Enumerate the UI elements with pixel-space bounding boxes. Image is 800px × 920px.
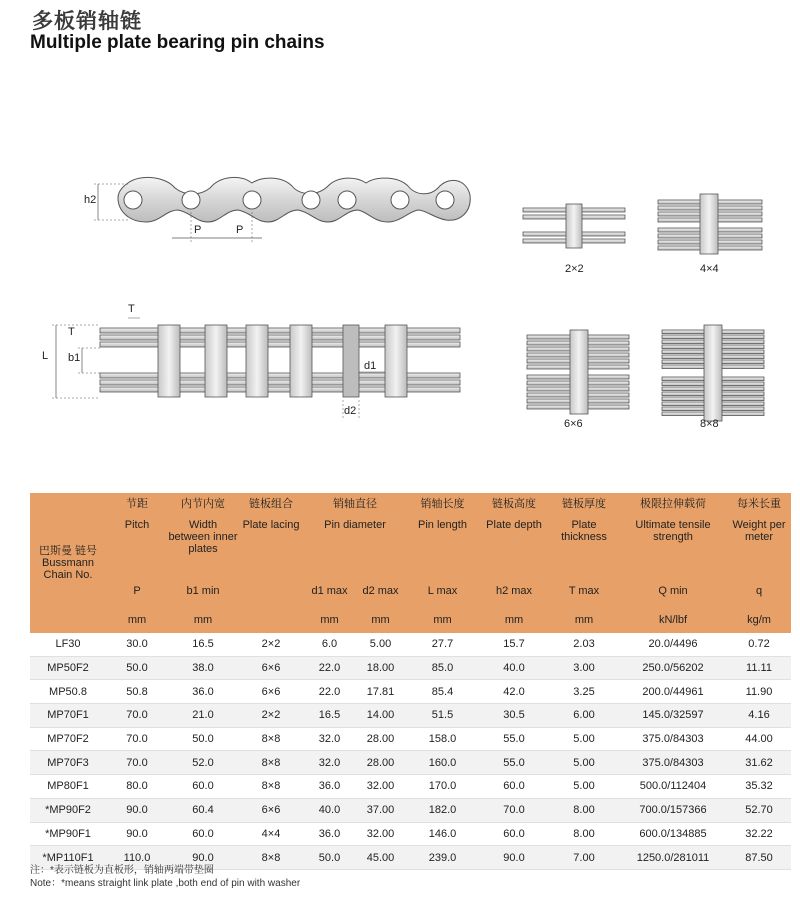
label-T-2: T [68,326,75,338]
table-cell: 90.0 [106,822,168,846]
chain-number-cell: *MP110F1 [30,846,106,870]
table-cell: 50.8 [106,680,168,704]
table-cell: 21.0 [168,704,238,728]
label-T-1: T [128,303,135,315]
header-cn-cell: 节距 [106,493,168,515]
table-cell: 60.0 [168,822,238,846]
table-cell: 8×8 [238,846,304,870]
table-header-units [30,607,791,633]
table-cell: 8×8 [238,775,304,799]
chain-number-cell: MP70F1 [30,704,106,728]
table-cell: 5.00 [355,633,406,656]
page-title-en: Multiple plate bearing pin chains [30,32,325,53]
header-unit-cell: kN/lbf [619,607,727,633]
table-cell: 87.50 [727,846,791,870]
header-unit-cell: mm [304,607,355,633]
label-lacing-4x4: 4×4 [700,263,719,275]
label-d1: d1 [364,360,377,372]
header-cn-cell: 内节内宽 [168,493,238,515]
header-symbol-cell [238,575,304,607]
label-pitch-2: P [236,224,244,236]
header-en-cell: Pitch [106,515,168,575]
label-d2: d2 [344,405,357,417]
table-row [30,680,791,704]
label-b1: b1 [68,352,81,364]
header-unit-cell: kg/m [727,607,791,633]
table-row [30,704,791,728]
table-cell: 90.0 [479,846,549,870]
header-symbol-cell: T max [549,575,619,607]
table-cell: 44.00 [727,727,791,751]
table-cell: 36.0 [304,822,355,846]
spec-table [30,493,791,870]
table-row [30,775,791,799]
table-cell: 182.0 [406,798,479,822]
header-cn-cell: 链板高度 [479,493,549,515]
table-cell: 20.0/4496 [619,633,727,656]
table-cell: 80.0 [106,775,168,799]
header-unit-cell: mm [406,607,479,633]
table-cell: 700.0/157366 [619,798,727,822]
table-cell: 8×8 [238,751,304,775]
header-en-cell: Plate depth [479,515,549,575]
table-cell: 5.00 [549,775,619,799]
table-cell: 500.0/112404 [619,775,727,799]
table-header-symbols [30,575,791,607]
label-L: L [42,350,49,362]
table-cell: 22.0 [304,680,355,704]
table-cell: 32.00 [355,775,406,799]
table-cell: 32.22 [727,822,791,846]
header-cn-cell: 销轴直径 [304,493,406,515]
table-cell: 70.0 [479,798,549,822]
table-cell: 8.00 [549,798,619,822]
table-cell: 8×8 [238,727,304,751]
table-cell: 32.0 [304,751,355,775]
table-cell: 60.4 [168,798,238,822]
table-cell: 70.0 [106,727,168,751]
label-pitch-1: P [194,224,202,236]
table-cell: 28.00 [355,751,406,775]
header-en-cell: Pin diameter [304,515,406,575]
lacing-6x6-drawing [527,330,629,414]
chain-number-cell: MP50.8 [30,680,106,704]
table-cell: 16.5 [304,704,355,728]
header-unit-cell: mm [549,607,619,633]
table-cell: 6.00 [549,704,619,728]
header-cn-cell: 链板组合 [238,493,304,515]
header-symbol-cell: d2 max [355,575,406,607]
table-cell: 85.4 [406,680,479,704]
table-cell: 375.0/84303 [619,751,727,775]
table-cell: 1250.0/281011 [619,846,727,870]
table-cell: 158.0 [406,727,479,751]
table-cell: 90.0 [106,798,168,822]
header-unit-cell: mm [106,607,168,633]
table-cell: 5.00 [549,751,619,775]
table-cell: 52.70 [727,798,791,822]
table-cell: 36.0 [304,775,355,799]
chain-number-cell: MP70F2 [30,727,106,751]
table-cell: 18.00 [355,656,406,680]
lacing-4x4-drawing [658,194,762,254]
table-cell: 3.25 [549,680,619,704]
table-cell: 2×2 [238,633,304,656]
table-cell: 8.00 [549,822,619,846]
table-cell: 38.0 [168,656,238,680]
table-cell: 16.5 [168,633,238,656]
table-cell: 600.0/134885 [619,822,727,846]
table-cell: 6.0 [304,633,355,656]
table-header-cn [30,493,791,515]
table-cell: 3.00 [549,656,619,680]
table-cell: 40.0 [479,656,549,680]
table-cell: 35.32 [727,775,791,799]
table-cell: 15.7 [479,633,549,656]
table-cell: 50.0 [106,656,168,680]
label-h2: h2 [84,194,97,206]
table-cell: 40.0 [304,798,355,822]
table-cell: 160.0 [406,751,479,775]
header-unit-cell: mm [479,607,549,633]
table-cell: 30.0 [106,633,168,656]
header-cn-cell: 极限拉伸载荷 [619,493,727,515]
table-cell: 30.5 [479,704,549,728]
table-cell: 6×6 [238,680,304,704]
header-en-cell: Plate lacing [238,515,304,575]
header-symbol-cell: d1 max [304,575,355,607]
header-symbol-cell: Q min [619,575,727,607]
table-cell: 14.00 [355,704,406,728]
table-cell: 6×6 [238,656,304,680]
chain-side-view [94,177,470,242]
table-cell: 2.03 [549,633,619,656]
table-cell: 28.00 [355,727,406,751]
table-cell: 60.0 [479,822,549,846]
table-cell: 52.0 [168,751,238,775]
table-cell: 22.0 [304,656,355,680]
header-symbol-cell: L max [406,575,479,607]
table-cell: 0.72 [727,633,791,656]
table-cell: 90.0 [168,846,238,870]
table-cell: 4.16 [727,704,791,728]
note-cn: 注：*表示链板为直板形，销轴两端带垫圈 [30,865,214,876]
chain-number-cell: MP70F3 [30,751,106,775]
table-cell: 17.81 [355,680,406,704]
label-lacing-8x8: 8×8 [700,418,719,430]
table-cell: 50.0 [168,727,238,751]
header-en-cell: Pin length [406,515,479,575]
header-en-cell: Plate thickness [549,515,619,575]
table-row [30,822,791,846]
table-cell: 45.00 [355,846,406,870]
table-row [30,798,791,822]
table-cell: 11.11 [727,656,791,680]
table-cell: 11.90 [727,680,791,704]
header-symbol-cell: q [727,575,791,607]
table-cell: 250.0/56202 [619,656,727,680]
page-title-cn: 多板销轴链 [32,9,142,33]
header-cn-cell: 每米长重 [727,493,791,515]
table-row [30,633,791,656]
table-cell: 375.0/84303 [619,727,727,751]
header-chain-no: 巴斯曼 链号 Bussmann Chain No. [30,493,106,633]
table-row [30,656,791,680]
label-lacing-2x2: 2×2 [565,263,584,275]
table-row [30,727,791,751]
table-cell: 32.00 [355,822,406,846]
header-unit-cell: mm [168,607,238,633]
header-cn-cell: 链板厚度 [549,493,619,515]
table-cell: 110.0 [106,846,168,870]
chain-number-cell: MP80F1 [30,775,106,799]
table-cell: 31.62 [727,751,791,775]
table-cell: 51.5 [406,704,479,728]
header-cn-cell: 销轴长度 [406,493,479,515]
table-cell: 146.0 [406,822,479,846]
table-cell: 70.0 [106,751,168,775]
header-symbol-cell: h2 max [479,575,549,607]
table-cell: 7.00 [549,846,619,870]
header-symbol-cell: P [106,575,168,607]
table-cell: 37.00 [355,798,406,822]
table-cell: 60.0 [479,775,549,799]
table-cell: 170.0 [406,775,479,799]
label-lacing-6x6: 6×6 [564,418,583,430]
header-en-cell: Ultimate tensile strength [619,515,727,575]
table-cell: 55.0 [479,727,549,751]
chain-number-cell: *MP90F2 [30,798,106,822]
table-cell: 239.0 [406,846,479,870]
chain-number-cell: LF30 [30,633,106,656]
table-cell: 6×6 [238,798,304,822]
header-symbol-cell: b1 min [168,575,238,607]
table-cell: 85.0 [406,656,479,680]
header-en-cell: Weight per meter [727,515,791,575]
lacing-2x2-drawing [523,204,625,248]
note-en: Note：*means straight link plate ,both end of pin with washer [30,878,301,889]
table-cell: 55.0 [479,751,549,775]
header-unit-cell: mm [355,607,406,633]
table-cell: 2×2 [238,704,304,728]
table-cell: 5.00 [549,727,619,751]
header-unit-cell [238,607,304,633]
table-cell: 27.7 [406,633,479,656]
table-cell: 4×4 [238,822,304,846]
table-cell: 50.0 [304,846,355,870]
table-cell: 70.0 [106,704,168,728]
table-header-en [30,515,791,575]
table-cell: 60.0 [168,775,238,799]
lacing-8x8-drawing [662,325,764,421]
chain-number-cell: *MP90F1 [30,822,106,846]
table-row [30,751,791,775]
chain-number-cell: MP50F2 [30,656,106,680]
table-cell: 32.0 [304,727,355,751]
table-cell: 200.0/44961 [619,680,727,704]
header-en-cell: Width between inner plates [168,515,238,575]
table-cell: 145.0/32597 [619,704,727,728]
table-cell: 36.0 [168,680,238,704]
table-cell: 42.0 [479,680,549,704]
chain-top-view [52,318,460,420]
